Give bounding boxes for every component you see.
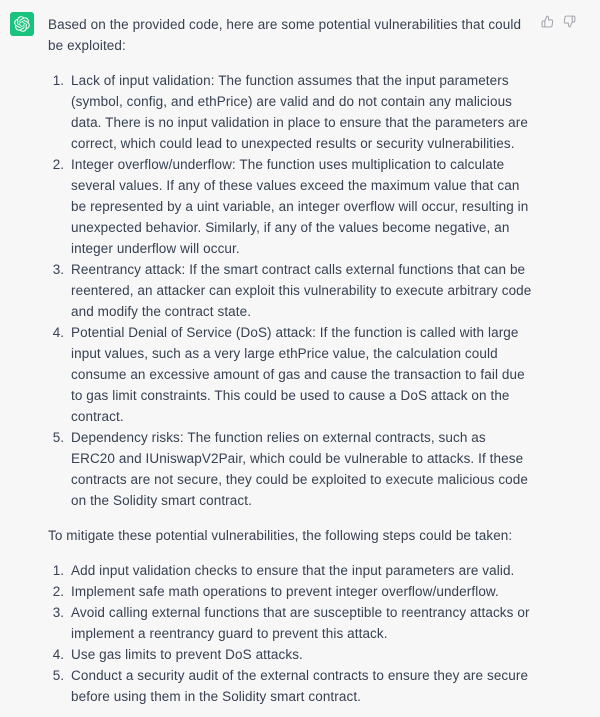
message-content	[48, 12, 533, 707]
message-actions	[541, 12, 576, 28]
mitigation-item: 2. Implement safe math operations to prevent integer overflow/underflow.	[68, 581, 533, 602]
thumbs-up-icon	[541, 15, 554, 28]
thumbs-down-icon	[563, 15, 576, 28]
thumbs-down-button[interactable]	[563, 15, 576, 28]
vulnerabilities-list	[48, 70, 533, 511]
assistant-avatar	[10, 12, 34, 36]
vulnerability-item: 1. Lack of input validation: The function assumes that the input parameters (symbol, config, and ethPrice) are valid and do not contain any malicious data. There is no input validation in place to ensure that the parameters are correct, which could lead to unexpected results or security vulnerabilities.	[68, 70, 533, 154]
vulnerability-item: 5. Dependency risks: The function relies on external contracts, such as ERC20 and IUniswapV2Pair, which could be vulnerable to attacks. If these contracts are not secure, they could be exploited to execute malicious code on the Solidity smart contract.	[68, 427, 533, 511]
vulnerability-item: 3. Reentrancy attack: If the smart contract calls external functions that can be reentered, an attacker can exploit this vulnerability to execute arbitrary code and modify the contract state.	[68, 259, 533, 322]
vulnerability-item: 2. Integer overflow/underflow: The function uses multiplication to calculate several values. If any of these values exceed the maximum value that can be represented by a uint variable, an integer overflow will occur, resulting in unexpected behavior. Similarly, if any of the values become negative, an integer underflow will occur.	[68, 154, 533, 259]
mitigation-intro-paragraph: To mitigate these potential vulnerabilities, the following steps could be taken:	[48, 528, 513, 543]
thumbs-up-button[interactable]	[541, 15, 554, 28]
mitigation-item: 1. Add input validation checks to ensure that the input parameters are valid.	[68, 560, 533, 581]
mitigation-item: 3. Avoid calling external functions that are susceptible to reentrancy attacks or implement a reentrancy guard to prevent this attack.	[68, 602, 533, 644]
mitigations-list	[48, 560, 533, 707]
openai-logo-icon	[14, 16, 30, 32]
mitigation-item: 4. Use gas limits to prevent DoS attacks.	[68, 644, 533, 665]
intro-paragraph: Based on the provided code, here are some potential vulnerabilities that could be exploited:	[48, 17, 522, 53]
mitigation-item: 5. Conduct a security audit of the external contracts to ensure they are secure before using them in the Solidity smart contract.	[68, 665, 533, 707]
vulnerability-item: 4. Potential Denial of Service (DoS) attack: If the function is called with large input values, such as a very large ethPrice value, the calculation could consume an excessive amount of gas and cause the transaction to fail due to gas limit constraints. This could be used to cause a DoS attack on the contract.	[68, 322, 533, 427]
